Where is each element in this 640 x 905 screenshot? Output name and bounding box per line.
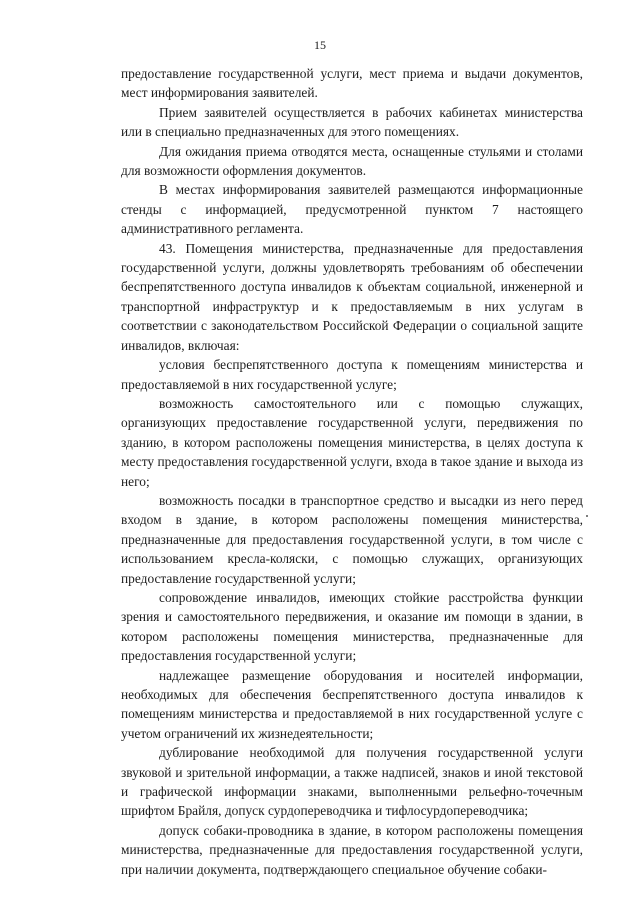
document-body bbox=[121, 64, 583, 879]
paragraph-equipment: надлежащее размещение оборудования и носителей информации, необходимых для обеспечения беспрепятственного доступа инвалидов к помещениям министерства и предоставляемой в них государственной услуге с учетом ограничений их жизнедеятельности; bbox=[121, 667, 583, 741]
paragraph-movement: возможность самостоятельного или с помощью служащих, организующих предоставление государственной услуги, передвижения по зданию, в котором расположены помещения министерства, в целях доступа к месту предоставления государственной услуги, входа в такое здание и выхода из него; bbox=[121, 395, 583, 489]
page-number: 15 bbox=[314, 38, 326, 52]
scan-speck bbox=[586, 515, 588, 517]
paragraph-info-stands: В местах информирования заявителей размещаются информационные стенды с информацией, предусмотренной пунктом 7 настоящего административного регламента. bbox=[121, 182, 583, 237]
paragraph-braille: дублирование необходимой для получения государственной услуги звуковой и зрительной информации, а также надписей, знаков и иной текстовой и графической информации знаками, выполненными рельефно-точечным шрифтом Брайля, допуск сурдопереводчика и тифлосурдопереводчика; bbox=[121, 745, 583, 819]
paragraph-continuation: предоставление государственной услуги, мест приема и выдачи документов, мест информирования заявителей. bbox=[121, 66, 583, 101]
paragraph-guide-dog: допуск собаки-проводника в здание, в котором расположены помещения министерства, предназначенные для предоставления государственной услуги, при наличии документа, подтверждающего специальное обучение собаки- bbox=[121, 822, 583, 877]
paragraph-escort: сопровождение инвалидов, имеющих стойкие расстройства функции зрения и самостоятельного передвижения, и оказание им помощи в здании, в котором расположены помещения министерства, предназначенные для предоставления государственной услуги; bbox=[121, 589, 583, 664]
paragraph-waiting-area: Для ожидания приема отводятся места, оснащенные стульями и столами для возможности оформления документов. bbox=[121, 143, 583, 179]
paragraph-reception: Прием заявителей осуществляется в рабочих кабинетах министерства или в специально предназначенных для этого помещениях. bbox=[121, 104, 583, 140]
paragraph-43: 43. Помещения министерства, предназначенные для предоставления государственной услуги, должны удовлетворять требованиям об обеспечении беспрепятственного доступа инвалидов к объектам социальной, инженерной и транспортной инфраструктур и к предоставляемым в них услугам в соответствии с законодательством Российской Федерации о социальной защите инвалидов, включая: bbox=[121, 240, 583, 353]
paragraph-transport: возможность посадки в транспортное средство и высадки из него перед входом в здание, в котором расположены помещения министерства, предназначенные для предоставления государственной услуги, в том числе с использованием кресла-коляски, с помощью служащих, организующих предоставление государственной услуги; bbox=[121, 492, 583, 586]
paragraph-access-conditions: условия беспрепятственного доступа к помещениям министерства и предоставляемой в них государственной услуге; bbox=[121, 357, 583, 392]
